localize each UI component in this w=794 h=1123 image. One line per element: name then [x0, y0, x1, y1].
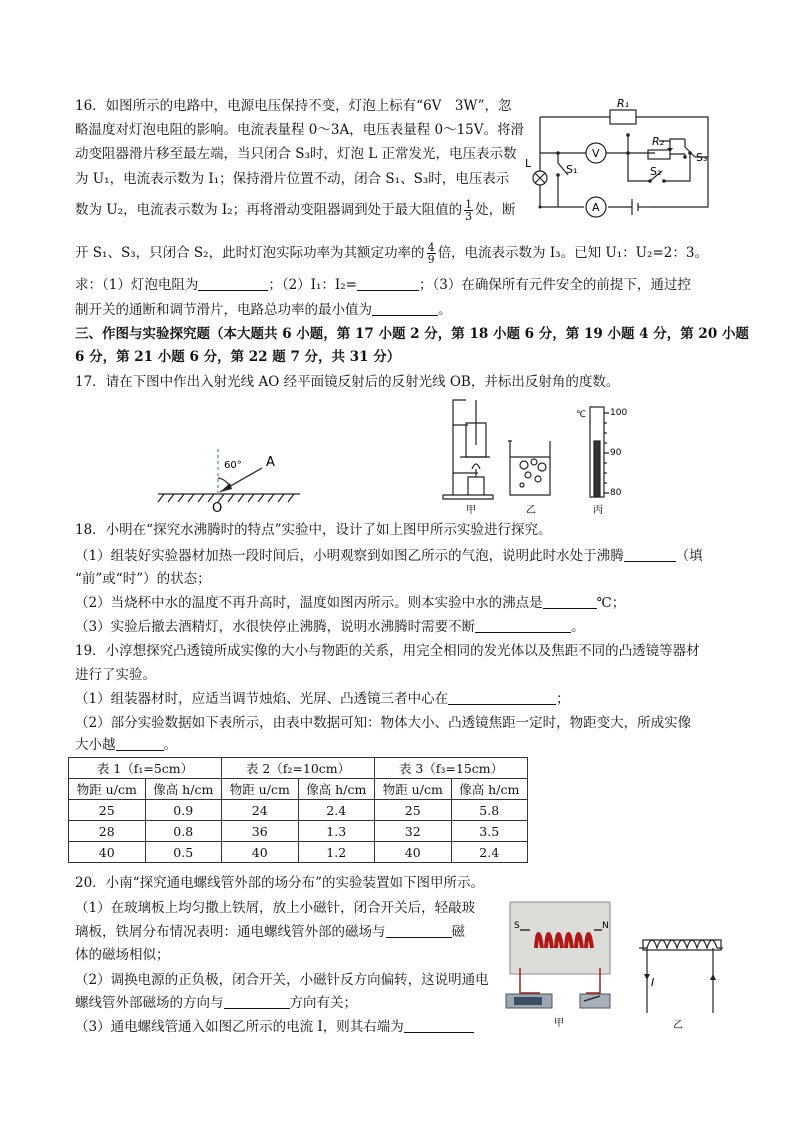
boiling-apparatus-figure: [438, 395, 638, 520]
answer-blank-min-power[interactable]: [372, 301, 438, 316]
lens-data-table: [68, 757, 528, 863]
solenoid-photo-figure: [500, 898, 620, 1033]
thermo-80: 80: [610, 488, 622, 498]
q20-part3: （3）通电螺线管通入如图乙所示的电流 I，则其右端为: [75, 1017, 474, 1037]
table-row: [69, 821, 528, 842]
q18-part1: （1）组装好实验器材加热一段时间后，小明观察到如图乙所示的气泡，说明此时水处于沸腾 （填: [75, 548, 703, 564]
table-cell: 32: [375, 821, 452, 842]
answer-blank-heat[interactable]: [475, 618, 571, 633]
table-header: 物距 u/cm: [222, 779, 299, 800]
table-cell: 40: [222, 842, 299, 863]
answer-blank-magnet-type[interactable]: [386, 923, 452, 938]
table-cell: 5.8: [451, 800, 528, 821]
table-cell: 0.5: [145, 842, 222, 863]
section3-heading-line1: 三、作图与实验探究题（本大题共 6 小题，第 17 小题 2 分，第 18 小题 6 分，第 19 小题 4 分，第 20 小题: [75, 326, 749, 342]
thermo-90: 90: [610, 448, 622, 458]
table-cell: 3.5: [451, 821, 528, 842]
current-label: I: [651, 976, 655, 989]
table-cell: 28: [69, 821, 146, 842]
q16-line5-text: 数为 U₂，电流表示数为 I₂；再将滑动变阻器调到处于最大阻值的: [75, 202, 463, 218]
point-a-label: A: [266, 455, 275, 470]
compass-n-label: N: [602, 921, 609, 931]
fig20-yi-label: 乙: [673, 1020, 683, 1031]
table-cell: 25: [375, 800, 452, 821]
fraction-one-third: $\frac{1}{3}$: [465, 198, 473, 223]
answer-blank-boiling-point[interactable]: [543, 594, 597, 609]
table-group-row: [69, 758, 528, 779]
q16-line7: 求：（1）灯泡电阻为 ；（2）I₁：I₂= ；（3）在确保所有元件安全的前提下，通过控: [75, 277, 691, 293]
q19-part2-cont: 大小越 。: [75, 737, 177, 753]
thermo-unit: ℃: [576, 410, 587, 420]
q16-line8: 制开关的通断和调节滑片，电路总功率的最小值为 。: [75, 302, 452, 318]
answer-blank-boiling-state[interactable]: [624, 547, 676, 562]
q18-part3: （3）实验后撤去酒精灯，水很快停止沸腾，说明水沸腾时需要不断 。: [75, 619, 585, 635]
fig-bing-label: 丙: [593, 505, 603, 516]
q20-part1-end: 体的磁场相似；: [75, 947, 170, 963]
answer-blank-current-direction[interactable]: [224, 994, 290, 1009]
thermo-100: 100: [610, 408, 628, 418]
table-header-row: [69, 779, 528, 800]
solenoid-current-diagram: [625, 918, 735, 1033]
label-ammeter: A: [592, 201, 600, 214]
answer-blank-image-size[interactable]: [116, 736, 164, 751]
q18-part2: （2）当烧杯中水的温度不再升高时，温度如图丙所示。则本实验中水的沸点是 ℃；: [75, 595, 626, 611]
q19-intro2: 进行了实验。: [75, 667, 156, 683]
table-header: 像高 h/cm: [298, 779, 375, 800]
table-cell: 40: [375, 842, 452, 863]
point-o-label: O: [212, 501, 223, 515]
fig-jia-label: 甲: [466, 505, 476, 516]
table-cell: 0.9: [145, 800, 222, 821]
table-cell: 40: [69, 842, 146, 863]
q20-part2: （2）调换电源的正负极，闭合开关，小磁针反方向偏转，这说明通电: [75, 972, 489, 988]
table-cell: 0.8: [145, 821, 222, 842]
table-cell: 2.4: [451, 842, 528, 863]
q19-part2: （2）部分实验数据如下表所示，由表中数据可知：物体大小、凸透镜焦距一定时，物距变大，所成实像: [75, 715, 692, 731]
q16-line6: 开 S₁、S₃，只闭合 S₂，此时灯泡实际功率为其额定功率的 $\frac{4}{9}$ 倍，电流表示数为 I₃。已知 U₁：U₂=2：3。: [75, 241, 708, 266]
answer-blank-right-pole[interactable]: [404, 1018, 474, 1033]
table-cell: 2.4: [298, 800, 375, 821]
table-cell: 36: [222, 821, 299, 842]
answer-blank-lamp-resistance[interactable]: [198, 276, 268, 291]
q20-part1: （1）在玻璃板上均匀撒上铁屑，放上小磁针，闭合开关后，轻敲玻: [75, 900, 476, 916]
table-group-2: 表 2（f₂=10cm）: [222, 758, 375, 779]
circuit-diagram: [520, 95, 725, 220]
q18-part1-cont: “前”或“时”）的状态；: [75, 571, 211, 587]
label-s1: S₁: [566, 163, 578, 176]
label-s3: S₃: [696, 151, 708, 164]
q16-line3: 动变阻器滑片移至最左端，当只闭合 S₃时，灯泡 L 正常发光，电压表示数: [75, 146, 517, 162]
table-cell: 1.2: [298, 842, 375, 863]
section3-heading-line2: 6 分，第 21 小题 6 分，第 22 题 7 分，共 31 分）: [75, 349, 401, 365]
q19-intro1: 19．小淳想探究凸透镜所成实像的大小与物距的关系，用完全相同的发光体以及焦距不同的凸透镜等器材: [75, 643, 700, 659]
label-lamp: L: [525, 157, 532, 170]
table-group-1: 表 1（f₁=5cm）: [69, 758, 222, 779]
fraction-four-ninths: $\frac{4}{9}$: [427, 241, 435, 266]
compass-s-label: S: [514, 921, 520, 931]
table-header: 物距 u/cm: [69, 779, 146, 800]
table-header: 像高 h/cm: [145, 779, 222, 800]
q16-line4: 为 U₁，电流表示数为 I₁；保持滑片位置不动，闭合 S₁、S₃时，电压表示: [75, 171, 510, 187]
table-header: 像高 h/cm: [451, 779, 528, 800]
table-row: [69, 842, 528, 863]
label-s2: S₂: [650, 165, 662, 178]
reflection-diagram: [150, 440, 310, 515]
q16-line5: 数为 U₂，电流表示数为 I₂；再将滑动变阻器调到处于最大阻值的 $\frac{1}{3}$ 处，断: [75, 198, 516, 223]
table-cell: 24: [222, 800, 299, 821]
q20-part2-cont: 螺线管外部磁场的方向与 方向有关；: [75, 995, 357, 1011]
fig-yi-label: 乙: [526, 505, 536, 516]
q20-intro: 20．小南“探究通电螺线管外部的场分布”的实验装置如下图甲所示。: [75, 875, 484, 891]
q19-part1: （1）组装器材时，应适当调节烛焰、光屏、凸透镜三者中心在 ；: [75, 691, 570, 707]
q17-text: 17．请在下图中作出入射光线 AO 经平面镜反射后的反射光线 OB，并标出反射角的度数。: [75, 374, 620, 390]
table-header: 物距 u/cm: [375, 779, 452, 800]
q16-line2: 略温度对灯泡电阻的影响。电流表量程 0～3A，电压表量程 0～15V。将滑: [75, 122, 525, 138]
q16-line1: 16．如图所示的电路中，电源电压保持不变，灯泡上标有“6V 3W”，忽: [75, 98, 512, 114]
label-voltmeter: V: [592, 147, 600, 160]
label-r1: R₁: [617, 97, 630, 110]
answer-blank-center-height[interactable]: [448, 690, 556, 705]
q18-intro: 18．小明在“探究水沸腾时的特点”实验中，设计了如上图甲所示实验进行探究。: [75, 522, 552, 538]
fig20-jia-label: 甲: [554, 1018, 564, 1029]
q20-part1-cont: 璃板，铁屑分布情况表明：通电螺线管外部的磁场与 磁: [75, 924, 465, 940]
table-row: [69, 800, 528, 821]
table-group-3: 表 3（f₃=15cm）: [375, 758, 528, 779]
angle-label: 60°: [224, 460, 242, 471]
label-r2: R₂: [652, 135, 665, 148]
table-cell: 25: [69, 800, 146, 821]
answer-blank-current-ratio[interactable]: [357, 276, 419, 291]
table-cell: 1.3: [298, 821, 375, 842]
